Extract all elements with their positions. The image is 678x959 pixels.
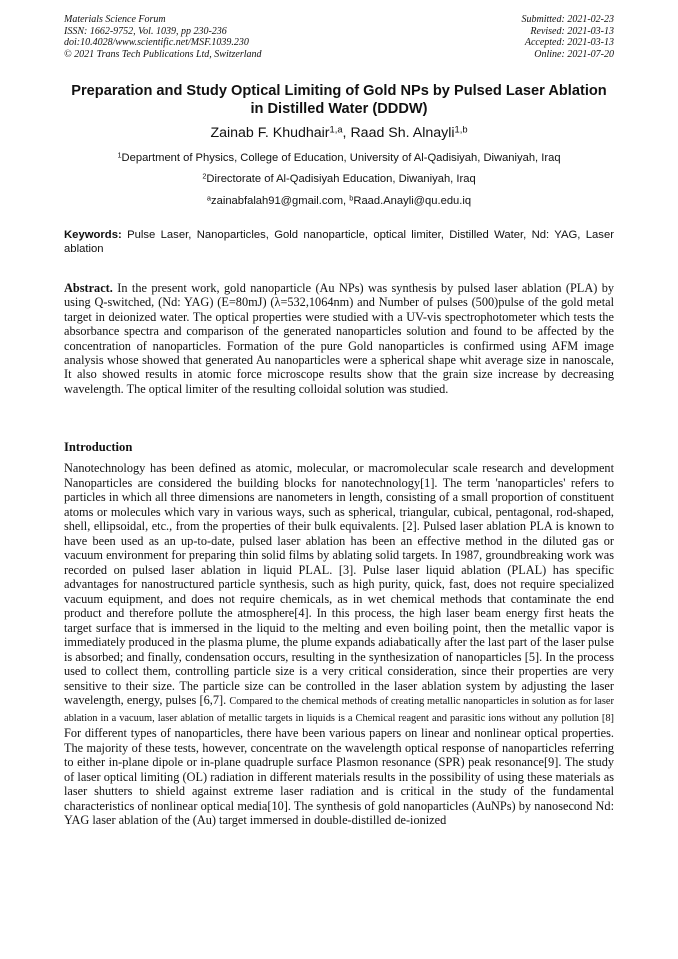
email-mark: b <box>349 193 354 203</box>
abstract-text: In the present work, gold nanoparticle (Au NPs) was synthesis by pulsed laser ablation (PLA) by using Q-switched, (Nd: YAG) (E=80mJ) (λ=532,1064nm) and Number of pulses (500)pulse of the gold metal target in deionized water. The optical properties were studied with a UV-vis spectrophotometer which tests the absorbance spectra and comparison of the generated nanoparticles solution and found to be affected by the concentration of nanoparticles. Formation of the pure Gold nanoparticles is confirmed using AFM image analysis whose showed that generated Au nanoparticles were a spherical shape whit average size in nanoscale, It also showed results in atomic force microscope results show that the grain size increase by decreasing wavelength. The optical limiter of the resulting colloidal solution was studied. <box>64 281 614 396</box>
author-emails <box>64 194 614 208</box>
email-link[interactable]: zainabfalah91@gmail.com, <box>211 195 350 207</box>
paper-title: Preparation and Study Optical Limiting of Gold NPs by Pulsed Laser Ablation in Distilled Water (DDDW) <box>71 83 607 117</box>
author-separator: , <box>342 125 351 141</box>
author-name: Zainab F. Khudhair <box>210 125 330 141</box>
introduction-text: For different types of nanoparticles, there have been various papers on linear and nonlinear optical properties. The majority of these tests, however, concentrate on the wavelength optical response of nanoparticles referring to either in-plane dipole or in-plane quadruple surface Plasmon resonance (SPR) peak resonance[9]. The study of laser optical limiting (OL) radiation in different materials results in the possibility of using these materials as laser shutters to shield against extreme laser radiation and is critical in the study of the fundamental characteristics of nonlinear optical media[10]. The synthesis of gold nanoparticles (AuNPs) by nanosecond Nd: YAG laser ablation of the (Au) target immersed in double-distilled de-ionized <box>64 726 614 827</box>
affiliation-mark: 2 <box>202 171 207 181</box>
journal-copyright: © 2021 Trans Tech Publications Ltd, Switzerland <box>64 48 262 60</box>
affiliation-text: Directorate of Al-Qadisiyah Education, Diwaniyah, Iraq <box>206 173 476 185</box>
affiliation-text: Department of Physics, College of Education, University of Al-Qadisiyah, Diwaniyah, Iraq <box>121 152 561 164</box>
journal-info <box>64 14 262 60</box>
abstract-label: Abstract. <box>64 281 113 295</box>
submission-dates <box>522 14 615 60</box>
email-link[interactable]: Raad.Anayli@qu.edu.iq <box>353 195 472 207</box>
keywords-text: Pulse Laser, Nanoparticles, Gold nanoparticle, optical limiter, Distilled Water, Nd: YAG, Laser ablation <box>64 229 614 255</box>
journal-name: Materials Science Forum <box>64 14 166 25</box>
author-affiliation-mark: 1,b <box>454 124 468 135</box>
introduction-text-small: Compared to the chemical methods of creating metallic nanoparticles in solution as for laser ablation in a vacuum, laser ablation of metallic targets in liquids is a Chemical reagent and parasitic ions without any pollution [8] <box>64 696 614 724</box>
author-affiliation-mark: 1,a <box>329 124 343 135</box>
author-list <box>64 124 614 142</box>
submitted-date: Submitted: 2021-02-23 <box>521 14 614 25</box>
abstract <box>64 281 614 396</box>
accepted-date: Accepted: 2021-03-13 <box>524 37 614 48</box>
section-heading-introduction: Introduction <box>64 440 133 454</box>
affiliation-1 <box>64 151 614 165</box>
author-name: Raad Sh. Alnayli <box>350 125 455 141</box>
keywords <box>64 228 614 256</box>
online-date: Online: 2021-07-20 <box>534 48 614 60</box>
introduction-body <box>64 461 614 828</box>
revised-date: Revised: 2021-03-13 <box>530 25 614 37</box>
affiliation-mark: 1 <box>117 150 122 160</box>
keywords-label: Keywords: <box>64 229 122 241</box>
journal-issn: ISSN: 1662-9752, Vol. 1039, pp 230-236 <box>64 25 227 37</box>
email-mark: a <box>206 193 212 203</box>
affiliation-2 <box>64 172 614 186</box>
introduction-text: Nanotechnology has been defined as atomic, molecular, or macromolecular scale research and development Nanoparticles are considered the building blocks for nanotechnology[1]. The term 'nanoparticles' refers to particles in which all three dimensions are nanometers in length, consisting of a small proportion of constituent atoms or molecules which vary in various ways, such as spherical, triangular, cubical, pentagonal, rod-shaped, shell, ellipsoidal, etc., from the properties of their bulk equivalents. [2]. Pulsed laser ablation PLA is known to have been used as an up-to-date, pulsed laser ablation has been an effective method in the diluted gas or vacuum environment for preparing thin solid films by ablating solid targets. In 1987, groundbreaking work was recorded on pulsed laser ablation in liquid PLAL. [3]. Pulse laser liquid ablation (PLAL) has specific advantages for nanostructured particle synthesis, such as high purity, quick, fast, does not require specialized vacuum equipment, and does not require chemicals, as in wet chemical methods that contaminate the end product and therefore pollute the atmosphere[4]. In this process, the high laser beam energy first heats the target surface that is immersed in the liquid to the melting and even boiling point, then the metallic vapor is immediately produced in the plasma plume, the plume expands adiabatically after the last part of the laser pulse is absorbed; and finally, condensation occurs, resulting in the synthesization of nanoparticles [5]. In the process used to collect them, controlling particle size is a very critical consideration, since their properties are very sensitive to their size. The particle size can be controlled in the laser ablation system by adjusting the laser wavelength, energy, pulses [6,7]. <box>64 461 614 707</box>
journal-doi[interactable]: doi:10.4028/www.scientific.net/MSF.1039.230 <box>64 37 249 48</box>
